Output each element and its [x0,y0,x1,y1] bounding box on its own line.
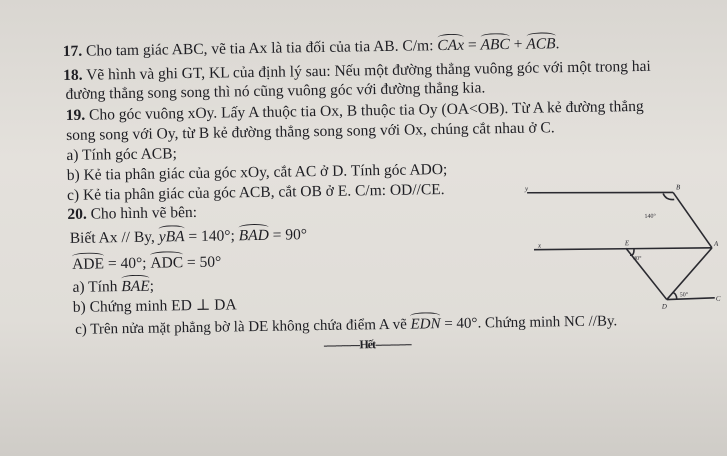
geometry-figure [513,185,725,318]
angle-bad: BAD [238,226,269,245]
problem-20-given-1 [70,226,308,248]
problem-text: c) Kẻ tia phân giác của góc ACB, cắt OB ở E. C/m: OD//CE. [66,181,445,204]
segment-dc [667,298,715,300]
label-d: D [661,302,668,311]
label-x: x [537,241,542,250]
label-50: 50° [679,292,689,299]
ray-by [527,190,673,194]
angle-value: = 90° [268,226,308,244]
problem-20-intro [67,204,197,224]
problem-20-a [72,278,154,297]
problem-text: ; [149,277,155,295]
angle-abc: ABC [480,35,510,54]
problem-19-a [66,145,177,165]
problem-text: Cho góc vuông xOy. Lấy A thuộc tia Ox, B thuộc tia Oy (OA<OB). Từ A kẻ đường thẳng [85,97,644,124]
problem-text: Cho tam giác ABC, vẽ tia Ax là tia đối của tia AB. C/m: [82,37,438,60]
arc-50 [673,292,677,299]
end-marker [323,335,411,354]
problem-20-given-2 [72,254,221,274]
problem-text: song song với Oy, từ B kẻ đường thẳng song song với Ox, chúng cắt nhau ở C. [66,119,555,144]
label-40: 40° [633,255,642,263]
problem-number: 17. [62,42,83,61]
problem-19-c [67,181,445,205]
problem-17 [63,35,560,61]
arc-140 [663,193,674,199]
problem-text: a) Tính [72,278,122,296]
problem-text: c) Trên nửa mặt phẳng bờ là DE không chứa điểm A vẽ [75,316,411,338]
problem-text: a) Tính góc ACB; [66,145,177,164]
problem-text: Biết Ax // By, [69,228,159,247]
problem-number: 18. [63,66,83,85]
label-c: C [715,294,721,303]
angle-ade: ADE [72,255,105,273]
end-text: ------------Hết------------ [323,336,412,352]
problem-text: Cho hình vẽ bên: [86,203,198,223]
problem-20-b [73,296,237,317]
angle-bae: BAE [121,277,150,296]
plus: + [509,35,527,53]
angle-cax: CAx [437,36,465,55]
angle-value: = 140°; [184,227,239,246]
label-e: E [624,239,630,248]
problem-text: . Chứng minh NC //By. [477,313,618,332]
label-y: y [524,184,529,193]
label-a: A [713,239,719,248]
angle-yba: yBA [158,228,185,246]
segment-ba [673,192,712,249]
problem-text: b) Kẻ tia phân giác của góc xOy, cắt AC ở D. Tính góc ADO; [66,160,448,184]
angle-adc: ADC [150,254,184,272]
problem-text: đường thẳng song song thì nó cũng vuông góc với đường thẳng kia. [65,79,486,103]
angle-value: = 40° [440,315,478,333]
angle-value: = 50° [182,253,222,272]
equals: = [463,36,481,54]
angle-acb: ACB [526,35,556,53]
problem-text: b) Chứng minh ED ⊥ DA [72,296,237,316]
angle-value: = 40°; [103,254,151,273]
problem-number: 19. [65,106,86,124]
label-b: B [675,183,681,192]
period: . [555,35,560,53]
label-140: 140° [644,213,656,220]
problem-number: 20. [67,205,87,223]
angle-edn: EDN [410,316,441,333]
problem-text: Vẽ hình và ghi GT, KL của định lý sau: Nếu một đường thẳng vuông góc với một trong hai [82,57,651,84]
ray-ax [534,247,712,251]
